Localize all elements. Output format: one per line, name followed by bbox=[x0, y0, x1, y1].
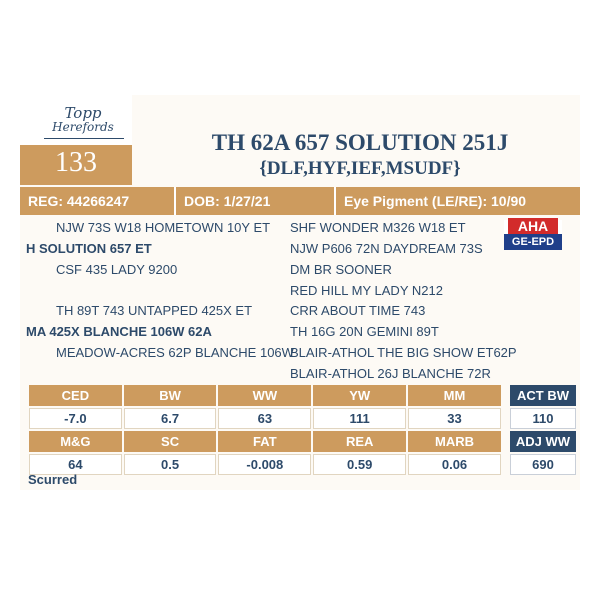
epd-header: BW bbox=[124, 385, 217, 406]
aha-ge-epd-logo bbox=[504, 220, 562, 250]
epd-header: YW bbox=[313, 385, 406, 406]
epd-header: MARB bbox=[408, 431, 501, 452]
genetic-conditions: {DLF,HYF,IEF,MSUDF} bbox=[259, 158, 461, 179]
lot-number: 133 bbox=[55, 147, 97, 178]
epd-header: FAT bbox=[218, 431, 311, 452]
date-of-birth: DOB: 1/27/21 bbox=[176, 187, 336, 215]
epd-value: 6.7 bbox=[124, 408, 217, 429]
epd-value: 33 bbox=[408, 408, 501, 429]
pedigree-dam-sire: TH 89T 743 UNTAPPED 425X ET bbox=[56, 303, 253, 318]
adj-ww-value: 690 bbox=[510, 454, 576, 475]
epd-value: -0.008 bbox=[218, 454, 311, 475]
pedigree-dam-dam: MEADOW-ACRES 62P BLANCHE 106W bbox=[56, 345, 294, 360]
epd-header: SC bbox=[124, 431, 217, 452]
epd-header: CED bbox=[29, 385, 122, 406]
epd-value: 0.06 bbox=[408, 454, 501, 475]
pedigree-sire: H SOLUTION 657 ET bbox=[26, 241, 152, 256]
pedigree-right-line: DM BR SOONER bbox=[290, 262, 392, 277]
aha-logo-text: AHA bbox=[508, 218, 558, 234]
registration-number: REG: 44266247 bbox=[20, 187, 176, 215]
pedigree-right-line: RED HILL MY LADY N212 bbox=[290, 283, 443, 298]
epd-header: REA bbox=[313, 431, 406, 452]
adj-ww-label: ADJ WW bbox=[510, 431, 576, 452]
horn-status-note: Scurred bbox=[28, 472, 78, 487]
pedigree-right-line: NJW P606 72N DAYDREAM 73S bbox=[290, 241, 483, 256]
epd-value: 63 bbox=[218, 408, 311, 429]
info-bar bbox=[20, 187, 580, 215]
epd-value: 64 bbox=[29, 454, 122, 475]
act-bw-label: ACT BW bbox=[510, 385, 576, 406]
logo-swash bbox=[44, 138, 124, 142]
epd-value: 0.59 bbox=[313, 454, 406, 475]
pedigree-dam: MA 425X BLANCHE 106W 62A bbox=[26, 324, 212, 339]
logo-line-1: Topp bbox=[64, 104, 102, 122]
epd-value: 111 bbox=[313, 408, 406, 429]
epd-value: 0.5 bbox=[124, 454, 217, 475]
actuals-table bbox=[508, 383, 578, 477]
topp-herefords-logo bbox=[38, 105, 128, 133]
pedigree-sire-sire: NJW 73S W18 HOMETOWN 10Y ET bbox=[56, 220, 271, 235]
pedigree-right-line: BLAIR-ATHOL THE BIG SHOW ET62P bbox=[290, 345, 517, 360]
pedigree-right-line: TH 16G 20N GEMINI 89T bbox=[290, 324, 439, 339]
epd-table bbox=[27, 383, 503, 477]
epd-header: M&G bbox=[29, 431, 122, 452]
pedigree-right-line: CRR ABOUT TIME 743 bbox=[290, 303, 426, 318]
epd-value: -7.0 bbox=[29, 408, 122, 429]
pedigree-right-line: BLAIR-ATHOL 26J BLANCHE 72R bbox=[290, 366, 491, 381]
epd-header: MM bbox=[408, 385, 501, 406]
pedigree-sire-dam: CSF 435 LADY 9200 bbox=[56, 262, 178, 277]
ge-epd-logo-text: GE-EPD bbox=[511, 236, 555, 248]
animal-name: TH 62A 657 SOLUTION 251J bbox=[211, 130, 509, 155]
logo-line-2: Herefords bbox=[52, 120, 114, 134]
pedigree-right-line: SHF WONDER M326 W18 ET bbox=[290, 220, 466, 235]
eye-pigment: Eye Pigment (LE/RE): 10/90 bbox=[344, 193, 527, 209]
act-bw-value: 110 bbox=[510, 408, 576, 429]
epd-header: WW bbox=[218, 385, 311, 406]
